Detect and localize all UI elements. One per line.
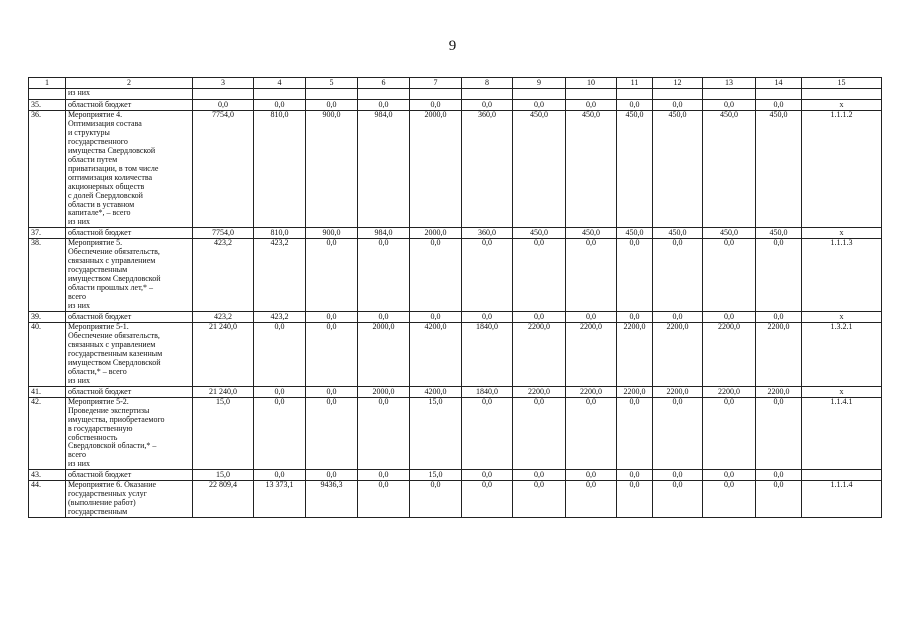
item-name-line: с долей Свердловской <box>68 190 143 200</box>
row-number-cell: 35. <box>29 100 66 111</box>
value-cell: 2200,0 <box>703 386 756 397</box>
value-cell: 0,0 <box>358 481 410 518</box>
item-name-line: Проведение экспертизы <box>68 405 150 415</box>
value-cell: 0,0 <box>358 312 410 323</box>
table-row <box>29 397 882 470</box>
value-cell: 0,0 <box>462 470 513 481</box>
value-cell: 22 809,4 <box>193 481 254 518</box>
item-name-line: приватизации, в том числе <box>68 163 159 173</box>
value-cell: 0,0 <box>306 386 358 397</box>
value-cell: 0,0 <box>254 323 306 387</box>
item-name-line: области в уставном <box>68 199 135 209</box>
item-name-line: государственным казенным <box>68 348 163 358</box>
value-cell: 0,0 <box>653 397 703 470</box>
item-name-cell <box>66 228 193 239</box>
value-cell: 0,0 <box>254 470 306 481</box>
target-code-cell: х <box>802 228 882 239</box>
column-number-cell: 7 <box>410 78 462 89</box>
value-cell: 0,0 <box>617 397 653 470</box>
value-cell: 2000,0 <box>410 228 462 239</box>
value-cell: 0,0 <box>358 470 410 481</box>
value-cell: 0,0 <box>306 312 358 323</box>
item-name-line: из них <box>68 301 91 311</box>
item-name-cell <box>66 470 193 481</box>
item-name-line: Оптимизация состава <box>68 118 142 128</box>
item-name-line: областной бюджет <box>68 312 132 322</box>
value-cell: 4200,0 <box>410 386 462 397</box>
value-cell: 450,0 <box>617 228 653 239</box>
value-cell: 450,0 <box>566 111 617 228</box>
column-number-cell: 5 <box>306 78 358 89</box>
item-name-line: области,* – всего <box>68 366 127 376</box>
value-cell: 0,0 <box>513 397 566 470</box>
target-code-cell: 1.1.1.2 <box>802 111 882 228</box>
item-name-line: акционерных обществ <box>68 181 145 191</box>
row-number-cell: 37. <box>29 228 66 239</box>
value-cell: 0,0 <box>703 397 756 470</box>
value-cell: 0,0 <box>513 100 566 111</box>
value-cell: 2000,0 <box>358 323 410 387</box>
value-cell: 2200,0 <box>617 323 653 387</box>
value-cell: 15,0 <box>193 397 254 470</box>
row-number-cell: 42. <box>29 397 66 470</box>
item-name-line: Мероприятие 4. <box>68 110 123 119</box>
target-code-cell <box>802 470 882 481</box>
column-number-cell: 10 <box>566 78 617 89</box>
value-cell: 2200,0 <box>566 386 617 397</box>
column-number-cell: 1 <box>29 78 66 89</box>
value-cell <box>653 89 703 100</box>
value-cell: 423,2 <box>254 239 306 312</box>
value-cell: 0,0 <box>462 312 513 323</box>
value-cell: 0,0 <box>306 323 358 387</box>
item-name-line: оптимизация количества <box>68 172 153 182</box>
table-row <box>29 386 882 397</box>
value-cell <box>617 89 653 100</box>
column-number-cell: 15 <box>802 78 882 89</box>
column-number-cell: 2 <box>66 78 193 89</box>
value-cell <box>358 89 410 100</box>
item-name-cell <box>66 239 193 312</box>
value-cell: 450,0 <box>756 228 802 239</box>
item-name-line: области прошлых лет,* – <box>68 283 153 293</box>
target-code-cell: 1.1.1.4 <box>802 481 882 518</box>
value-cell: 2200,0 <box>653 323 703 387</box>
item-name-line: Обеспечение обязательств, <box>68 330 160 340</box>
value-cell: 450,0 <box>566 228 617 239</box>
value-cell: 0,0 <box>703 481 756 518</box>
value-cell: 0,0 <box>410 239 462 312</box>
target-code-cell <box>802 89 882 100</box>
value-cell: 0,0 <box>756 312 802 323</box>
value-cell: 0,0 <box>566 100 617 111</box>
item-name-line: из них <box>68 217 91 227</box>
column-number-cell: 14 <box>756 78 802 89</box>
value-cell: 0,0 <box>462 481 513 518</box>
item-name-line: областной бюджет <box>68 228 132 238</box>
value-cell <box>254 89 306 100</box>
value-cell: 0,0 <box>513 239 566 312</box>
value-cell: 0,0 <box>653 312 703 323</box>
value-cell: 1840,0 <box>462 386 513 397</box>
column-number-cell: 13 <box>703 78 756 89</box>
value-cell: 0,0 <box>653 470 703 481</box>
item-name-cell <box>66 386 193 397</box>
item-name-line: всего <box>68 292 87 302</box>
value-cell: 423,2 <box>193 239 254 312</box>
item-name-line: Мероприятие 5-1. <box>68 322 129 332</box>
value-cell: 0,0 <box>513 470 566 481</box>
item-name-line: государственных услуг <box>68 489 147 499</box>
item-name-line: областной бюджет <box>68 386 132 396</box>
value-cell: 2200,0 <box>513 323 566 387</box>
target-code-cell: х <box>802 100 882 111</box>
item-name-cell <box>66 312 193 323</box>
value-cell: 0,0 <box>756 481 802 518</box>
item-name-cell <box>66 481 193 518</box>
item-name-line: имущества, приобретаемого <box>68 414 165 424</box>
item-name-cell <box>66 397 193 470</box>
value-cell: 21 240,0 <box>193 386 254 397</box>
item-name-line: имуществом Свердловской <box>68 274 161 284</box>
value-cell: 0,0 <box>410 481 462 518</box>
target-code-cell: х <box>802 386 882 397</box>
row-number-cell: 40. <box>29 323 66 387</box>
value-cell: 0,0 <box>703 470 756 481</box>
item-name-line: в государственную <box>68 423 133 433</box>
value-cell: 0,0 <box>306 100 358 111</box>
item-name-line: государственным <box>68 265 128 275</box>
value-cell <box>306 89 358 100</box>
table-row <box>29 239 882 312</box>
column-number-cell: 3 <box>193 78 254 89</box>
value-cell: 900,0 <box>306 111 358 228</box>
value-cell: 15,0 <box>410 397 462 470</box>
target-code-cell: 1.1.1.3 <box>802 239 882 312</box>
value-cell: 0,0 <box>306 470 358 481</box>
table-row <box>29 481 882 518</box>
item-name-line: имуществом Свердловской <box>68 357 161 367</box>
value-cell: 450,0 <box>513 228 566 239</box>
item-name-line: Свердловской области,* – <box>68 441 157 451</box>
item-name-line: имущества Свердловской <box>68 145 156 155</box>
value-cell: 450,0 <box>653 228 703 239</box>
program-table <box>28 77 882 518</box>
item-name-cell <box>66 89 193 100</box>
value-cell: 0,0 <box>703 100 756 111</box>
item-name-line: (выполнение работ) <box>68 498 136 508</box>
value-cell: 0,0 <box>566 481 617 518</box>
value-cell: 0,0 <box>617 100 653 111</box>
item-name-line: Мероприятие 6. Оказание <box>68 480 157 490</box>
value-cell: 15,0 <box>410 470 462 481</box>
value-cell: 0,0 <box>193 100 254 111</box>
item-name-line: капитале*, – всего <box>68 208 131 218</box>
value-cell: 0,0 <box>653 481 703 518</box>
value-cell: 0,0 <box>617 239 653 312</box>
value-cell <box>703 89 756 100</box>
item-name-line: Обеспечение обязательств, <box>68 247 160 257</box>
item-name-line: связанных с управлением <box>68 339 156 349</box>
item-name-line: из них <box>68 88 91 97</box>
item-name-line: собственность <box>68 432 118 442</box>
value-cell: 0,0 <box>358 239 410 312</box>
value-cell: 0,0 <box>254 386 306 397</box>
value-cell: 1840,0 <box>462 323 513 387</box>
value-cell: 0,0 <box>756 397 802 470</box>
value-cell: 0,0 <box>566 397 617 470</box>
value-cell: 0,0 <box>513 312 566 323</box>
value-cell: 0,0 <box>306 397 358 470</box>
item-name-line: областной бюджет <box>68 100 132 109</box>
value-cell: 423,2 <box>254 312 306 323</box>
value-cell <box>566 89 617 100</box>
item-name-line: Мероприятие 5. <box>68 238 123 248</box>
table-row <box>29 89 882 100</box>
target-code-cell: х <box>802 312 882 323</box>
table-header-row <box>29 78 882 89</box>
value-cell: 0,0 <box>756 239 802 312</box>
column-number-cell: 11 <box>617 78 653 89</box>
value-cell: 0,0 <box>653 239 703 312</box>
item-name-line: государственным <box>68 507 128 517</box>
value-cell: 0,0 <box>462 397 513 470</box>
table-row <box>29 228 882 239</box>
value-cell: 2200,0 <box>513 386 566 397</box>
value-cell: 7754,0 <box>193 111 254 228</box>
column-number-cell: 8 <box>462 78 513 89</box>
value-cell: 2200,0 <box>703 323 756 387</box>
value-cell: 450,0 <box>513 111 566 228</box>
value-cell: 0,0 <box>653 100 703 111</box>
column-number-cell: 4 <box>254 78 306 89</box>
item-name-line: из них <box>68 459 91 469</box>
value-cell: 9436,3 <box>306 481 358 518</box>
value-cell: 21 240,0 <box>193 323 254 387</box>
table-row <box>29 100 882 111</box>
value-cell: 450,0 <box>653 111 703 228</box>
value-cell: 450,0 <box>703 228 756 239</box>
value-cell: 0,0 <box>306 239 358 312</box>
column-number-cell: 12 <box>653 78 703 89</box>
value-cell: 810,0 <box>254 228 306 239</box>
column-number-cell: 6 <box>358 78 410 89</box>
page-number: 9 <box>448 38 457 54</box>
value-cell <box>410 89 462 100</box>
value-cell: 0,0 <box>703 312 756 323</box>
value-cell: 0,0 <box>756 470 802 481</box>
value-cell: 0,0 <box>756 100 802 111</box>
item-name-line: областной бюджет <box>68 470 132 480</box>
row-number-cell: 39. <box>29 312 66 323</box>
item-name-line: государственного <box>68 136 128 146</box>
value-cell: 810,0 <box>254 111 306 228</box>
value-cell: 2200,0 <box>566 323 617 387</box>
value-cell: 4200,0 <box>410 323 462 387</box>
value-cell: 0,0 <box>254 100 306 111</box>
item-name-cell <box>66 323 193 387</box>
value-cell: 0,0 <box>617 312 653 323</box>
value-cell: 2000,0 <box>358 386 410 397</box>
item-name-line: Мероприятие 5-2. <box>68 397 129 406</box>
value-cell: 0,0 <box>462 239 513 312</box>
value-cell: 2200,0 <box>617 386 653 397</box>
value-cell: 15,0 <box>193 470 254 481</box>
table-row <box>29 312 882 323</box>
value-cell: 2200,0 <box>756 323 802 387</box>
value-cell: 450,0 <box>756 111 802 228</box>
value-cell: 423,2 <box>193 312 254 323</box>
row-number-cell: 36. <box>29 111 66 228</box>
value-cell: 2000,0 <box>410 111 462 228</box>
value-cell: 360,0 <box>462 228 513 239</box>
value-cell: 13 373,1 <box>254 481 306 518</box>
value-cell: 0,0 <box>410 312 462 323</box>
table-row <box>29 323 882 387</box>
value-cell: 0,0 <box>703 239 756 312</box>
value-cell: 984,0 <box>358 111 410 228</box>
value-cell: 2200,0 <box>756 386 802 397</box>
value-cell <box>193 89 254 100</box>
value-cell: 0,0 <box>566 239 617 312</box>
target-code-cell: 1.1.4.1 <box>802 397 882 470</box>
row-number-cell: 43. <box>29 470 66 481</box>
row-number-cell <box>29 89 66 100</box>
table-row <box>29 470 882 481</box>
value-cell: 984,0 <box>358 228 410 239</box>
table-row <box>29 111 882 228</box>
value-cell: 2200,0 <box>653 386 703 397</box>
item-name-cell <box>66 100 193 111</box>
item-name-line: связанных с управлением <box>68 256 156 266</box>
item-name-line: и структуры <box>68 127 110 137</box>
target-code-cell: 1.3.2.1 <box>802 323 882 387</box>
value-cell: 450,0 <box>617 111 653 228</box>
value-cell: 0,0 <box>254 397 306 470</box>
value-cell: 7754,0 <box>193 228 254 239</box>
item-name-cell <box>66 111 193 228</box>
row-number-cell: 38. <box>29 239 66 312</box>
value-cell: 0,0 <box>566 312 617 323</box>
value-cell: 0,0 <box>358 397 410 470</box>
item-name-line: всего <box>68 450 87 460</box>
value-cell: 450,0 <box>703 111 756 228</box>
value-cell <box>756 89 802 100</box>
value-cell <box>462 89 513 100</box>
value-cell: 0,0 <box>358 100 410 111</box>
row-number-cell: 41. <box>29 386 66 397</box>
value-cell: 0,0 <box>410 100 462 111</box>
value-cell: 900,0 <box>306 228 358 239</box>
column-number-cell: 9 <box>513 78 566 89</box>
value-cell: 0,0 <box>617 481 653 518</box>
value-cell: 0,0 <box>513 481 566 518</box>
item-name-line: из них <box>68 375 91 385</box>
value-cell: 0,0 <box>462 100 513 111</box>
value-cell <box>513 89 566 100</box>
item-name-line: области путем <box>68 154 118 164</box>
value-cell: 360,0 <box>462 111 513 228</box>
row-number-cell: 44. <box>29 481 66 518</box>
value-cell: 0,0 <box>566 470 617 481</box>
value-cell: 0,0 <box>617 470 653 481</box>
